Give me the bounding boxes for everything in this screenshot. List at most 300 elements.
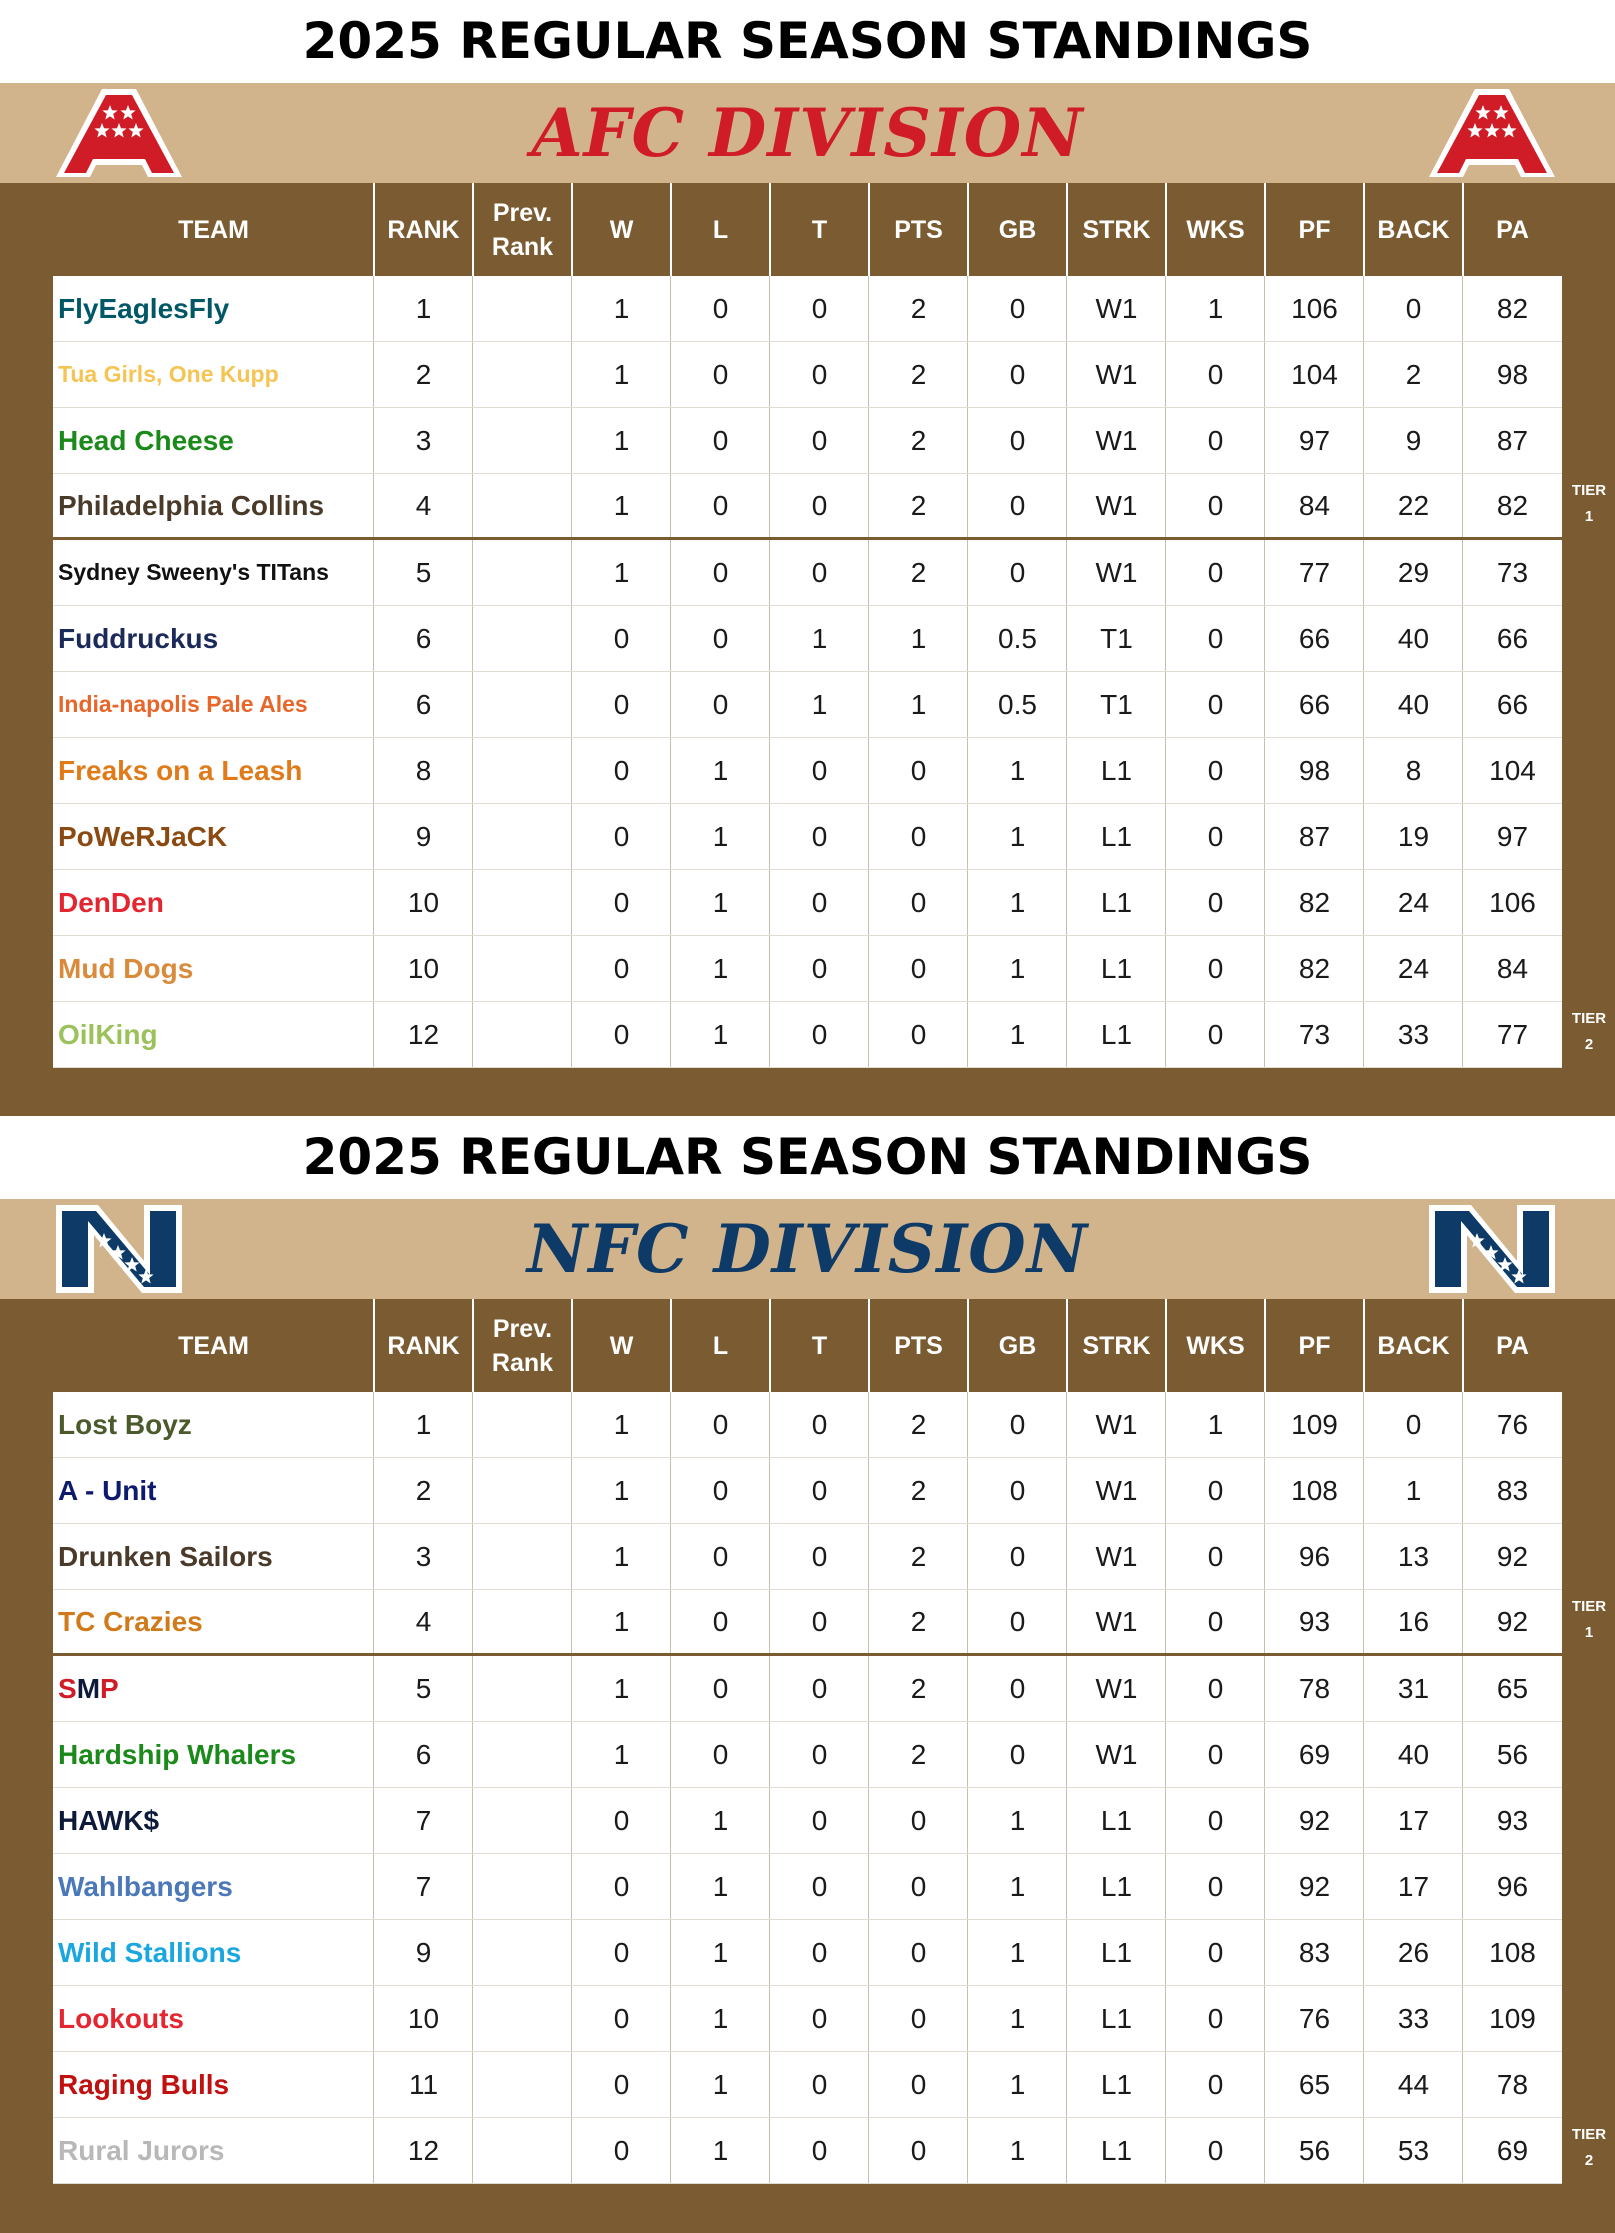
column-divider <box>472 540 473 605</box>
column-divider <box>670 2118 671 2183</box>
column-divider <box>868 672 869 737</box>
column-divider <box>769 738 770 803</box>
afc-standings-section <box>0 0 1615 1116</box>
nfc-standings-section <box>0 1116 1615 2233</box>
cell-points-against: 77 <box>1496 1018 1529 1050</box>
cell-points-for: 66 <box>1298 622 1331 654</box>
column-divider <box>1264 1524 1265 1589</box>
header-divider <box>769 183 771 276</box>
cell-losses: 1 <box>712 1870 729 1902</box>
team-name: Lookouts <box>58 2002 184 2034</box>
cell-ties: 0 <box>811 886 828 918</box>
cell-games-back: 0.5 <box>998 688 1037 720</box>
nfc-standings-table <box>53 1392 1562 2184</box>
column-divider <box>1264 870 1265 935</box>
cell-points: 2 <box>910 1738 927 1770</box>
cell-rank: 8 <box>415 754 432 786</box>
cell-rank: 6 <box>415 688 432 720</box>
cell-losses: 1 <box>712 952 729 984</box>
cell-points-for: 106 <box>1291 292 1338 324</box>
column-divider <box>868 474 869 537</box>
column-divider <box>868 606 869 671</box>
cell-points-against: 66 <box>1496 622 1529 654</box>
header-divider <box>670 183 672 276</box>
cell-games-back: 1 <box>1009 2068 1026 2100</box>
cell-wins: 1 <box>613 1672 630 1704</box>
column-divider <box>967 936 968 1001</box>
column-divider <box>1462 408 1463 473</box>
column-divider <box>1165 408 1166 473</box>
column-divider <box>1363 474 1364 537</box>
cell-losses: 1 <box>712 754 729 786</box>
cell-losses: 1 <box>712 2134 729 2166</box>
cell-ties: 0 <box>811 2068 828 2100</box>
column-divider <box>1462 2052 1463 2117</box>
column-divider <box>472 408 473 473</box>
column-divider <box>670 474 671 537</box>
header-divider <box>373 1299 375 1392</box>
cell-prev-rank <box>473 1656 572 1721</box>
cell-games-back: 1 <box>1009 1870 1026 1902</box>
column-divider <box>1165 1788 1166 1853</box>
cell-prev-rank <box>473 1722 572 1787</box>
team-name: PoWeRJaCK <box>58 820 228 852</box>
column-divider <box>967 1524 968 1589</box>
column-divider <box>373 1002 374 1067</box>
column-divider <box>472 1656 473 1721</box>
column-header-back: BACK <box>1377 1331 1450 1360</box>
cell-losses: 0 <box>712 1605 729 1637</box>
column-divider <box>967 2052 968 2117</box>
column-divider <box>1462 936 1463 1001</box>
cell-wins: 1 <box>613 292 630 324</box>
column-divider <box>373 1722 374 1787</box>
cell-prev-rank <box>473 2118 572 2183</box>
cell-points-for: 93 <box>1298 1605 1331 1637</box>
column-divider <box>373 1920 374 1985</box>
cell-streak: W1 <box>1095 1738 1138 1770</box>
cell-weeks: 0 <box>1207 1474 1224 1506</box>
column-divider <box>1462 1656 1463 1721</box>
header-divider <box>1264 183 1266 276</box>
column-divider <box>868 738 869 803</box>
cell-prev-rank <box>473 276 572 341</box>
cell-points-for: 56 <box>1298 2134 1331 2166</box>
column-divider <box>967 474 968 537</box>
column-header-losses: L <box>712 1331 729 1360</box>
cell-losses: 0 <box>712 622 729 654</box>
cell-games-back: 1 <box>1009 2134 1026 2166</box>
afc-banner <box>0 83 1615 183</box>
column-divider <box>670 408 671 473</box>
header-divider <box>1363 1299 1365 1392</box>
cell-back: 22 <box>1397 489 1430 521</box>
column-divider <box>472 1986 473 2051</box>
header-divider <box>967 1299 969 1392</box>
team-name: Head Cheese <box>58 424 234 456</box>
column-divider <box>571 804 572 869</box>
cell-weeks: 0 <box>1207 820 1224 852</box>
cell-prev-rank <box>473 2052 572 2117</box>
cell-games-back: 0 <box>1009 556 1026 588</box>
column-divider <box>1165 738 1166 803</box>
column-divider <box>1462 804 1463 869</box>
column-divider <box>1363 276 1364 341</box>
column-divider <box>868 1458 869 1523</box>
cell-ties: 1 <box>811 688 828 720</box>
cell-games-back: 1 <box>1009 1936 1026 1968</box>
cell-wins: 0 <box>613 2068 630 2100</box>
column-divider <box>1264 1854 1265 1919</box>
cell-losses: 1 <box>712 1804 729 1836</box>
column-divider <box>670 1788 671 1853</box>
column-divider <box>571 1788 572 1853</box>
afc-tier-2-label: TIER 2 <box>1571 1010 1607 1053</box>
column-divider <box>670 2052 671 2117</box>
header-divider <box>1165 1299 1167 1392</box>
column-divider <box>670 1002 671 1067</box>
cell-streak: W1 <box>1095 1605 1138 1637</box>
column-divider <box>967 738 968 803</box>
cell-points-against: 82 <box>1496 489 1529 521</box>
cell-losses: 1 <box>712 820 729 852</box>
table-row <box>53 1590 1562 1656</box>
column-divider <box>670 1920 671 1985</box>
column-divider <box>1066 606 1067 671</box>
cell-wins: 1 <box>613 1605 630 1637</box>
cell-wins: 0 <box>613 886 630 918</box>
column-divider <box>1264 1590 1265 1653</box>
column-divider <box>1462 1392 1463 1457</box>
column-divider <box>1363 804 1364 869</box>
nfc-page-title: 2025 REGULAR SEASON STANDINGS <box>0 1116 1615 1199</box>
column-divider <box>1165 1458 1166 1523</box>
column-divider <box>769 1920 770 1985</box>
cell-streak: L1 <box>1100 952 1133 984</box>
cell-points-for: 104 <box>1291 358 1338 390</box>
cell-weeks: 0 <box>1207 556 1224 588</box>
column-divider <box>967 1986 968 2051</box>
cell-back: 17 <box>1397 1804 1430 1836</box>
cell-points-for: 82 <box>1298 886 1331 918</box>
team-name: S M P <box>58 1672 119 1704</box>
cell-points-against: 73 <box>1496 556 1529 588</box>
table-row <box>53 870 1562 936</box>
cell-prev-rank <box>473 1854 572 1919</box>
column-divider <box>571 1524 572 1589</box>
afc-logo-right-icon <box>1425 85 1559 181</box>
cell-games-back: 0 <box>1009 1540 1026 1572</box>
cell-points-for: 109 <box>1291 1408 1338 1440</box>
column-divider <box>1066 408 1067 473</box>
cell-wins: 0 <box>613 1870 630 1902</box>
cell-points-against: 87 <box>1496 424 1529 456</box>
cell-points: 0 <box>910 1018 927 1050</box>
cell-ties: 0 <box>811 1672 828 1704</box>
column-divider <box>571 2052 572 2117</box>
column-divider <box>472 936 473 1001</box>
cell-points: 0 <box>910 886 927 918</box>
column-divider <box>1363 540 1364 605</box>
cell-rank: 10 <box>407 952 440 984</box>
column-header-points-for: PF <box>1298 1331 1331 1360</box>
cell-points-against: 65 <box>1496 1672 1529 1704</box>
team-name: Fuddruckus <box>58 622 219 654</box>
cell-points: 0 <box>910 2068 927 2100</box>
cell-ties: 0 <box>811 1540 828 1572</box>
column-divider <box>868 1722 869 1787</box>
header-divider <box>373 183 375 276</box>
column-divider <box>1264 1458 1265 1523</box>
cell-losses: 0 <box>712 688 729 720</box>
cell-ties: 0 <box>811 2002 828 2034</box>
column-divider <box>1363 606 1364 671</box>
column-divider <box>1363 870 1364 935</box>
column-divider <box>472 474 473 537</box>
cell-wins: 0 <box>613 2134 630 2166</box>
column-divider <box>571 1458 572 1523</box>
cell-weeks: 0 <box>1207 1672 1224 1704</box>
column-divider <box>1363 936 1364 1001</box>
column-divider <box>1165 1590 1166 1653</box>
table-row <box>53 2118 1562 2184</box>
column-divider <box>571 540 572 605</box>
column-divider <box>868 1986 869 2051</box>
column-divider <box>1264 1392 1265 1457</box>
cell-weeks: 0 <box>1207 1936 1224 1968</box>
cell-points-against: 56 <box>1496 1738 1529 1770</box>
column-divider <box>769 1590 770 1653</box>
cell-points-for: 92 <box>1298 1870 1331 1902</box>
column-divider <box>1363 1392 1364 1457</box>
cell-streak: W1 <box>1095 1408 1138 1440</box>
column-divider <box>967 276 968 341</box>
column-divider <box>472 1002 473 1067</box>
column-divider <box>967 606 968 671</box>
column-divider <box>1165 672 1166 737</box>
column-divider <box>868 1920 869 1985</box>
column-divider <box>373 1458 374 1523</box>
column-divider <box>1363 342 1364 407</box>
column-header-streak: STRK <box>1082 1331 1151 1360</box>
cell-streak: W1 <box>1095 424 1138 456</box>
cell-rank: 9 <box>415 1936 432 1968</box>
column-divider <box>373 870 374 935</box>
column-divider <box>967 1854 968 1919</box>
column-divider <box>373 276 374 341</box>
cell-points: 2 <box>910 1605 927 1637</box>
cell-rank: 6 <box>415 622 432 654</box>
column-divider <box>670 1524 671 1589</box>
cell-prev-rank <box>473 870 572 935</box>
cell-streak: L1 <box>1100 886 1133 918</box>
column-divider <box>1363 1458 1364 1523</box>
cell-points-against: 104 <box>1489 754 1536 786</box>
cell-back: 29 <box>1397 556 1430 588</box>
cell-points: 2 <box>910 489 927 521</box>
cell-weeks: 1 <box>1207 292 1224 324</box>
column-divider <box>1462 1986 1463 2051</box>
column-divider <box>769 1722 770 1787</box>
cell-games-back: 0 <box>1009 1738 1026 1770</box>
cell-ties: 0 <box>811 1870 828 1902</box>
team-name: India-napolis Pale Ales <box>58 691 308 717</box>
cell-points-for: 92 <box>1298 1804 1331 1836</box>
cell-wins: 1 <box>613 424 630 456</box>
nfc-tier-2-label: TIER 2 <box>1571 2126 1607 2169</box>
column-header-team: TEAM <box>178 1331 249 1360</box>
cell-ties: 0 <box>811 1018 828 1050</box>
column-divider <box>967 672 968 737</box>
cell-prev-rank <box>473 804 572 869</box>
column-divider <box>1363 1854 1364 1919</box>
column-divider <box>1066 2118 1067 2183</box>
column-divider <box>1066 1590 1067 1653</box>
cell-points-against: 93 <box>1496 1804 1529 1836</box>
column-divider <box>670 1854 671 1919</box>
column-divider <box>373 936 374 1001</box>
cell-streak: W1 <box>1095 358 1138 390</box>
column-divider <box>373 474 374 537</box>
cell-games-back: 0 <box>1009 1408 1026 1440</box>
column-divider <box>1462 1920 1463 1985</box>
table-row <box>53 1524 1562 1590</box>
column-divider <box>967 540 968 605</box>
cell-prev-rank <box>473 1920 572 1985</box>
cell-ties: 0 <box>811 358 828 390</box>
team-name: Lost Boyz <box>58 1408 192 1440</box>
column-divider <box>373 738 374 803</box>
team-name: Wahlbangers <box>58 1870 233 1902</box>
column-divider <box>1165 474 1166 537</box>
column-divider <box>868 1590 869 1653</box>
cell-back: 9 <box>1405 424 1422 456</box>
cell-rank: 7 <box>415 1870 432 1902</box>
cell-rank: 7 <box>415 1804 432 1836</box>
team-name: Hardship Whalers <box>58 1738 297 1770</box>
cell-back: 19 <box>1397 820 1430 852</box>
column-divider <box>868 1002 869 1067</box>
cell-rank: 6 <box>415 1738 432 1770</box>
column-divider <box>1165 1722 1166 1787</box>
column-header-points-against: PA <box>1496 215 1529 244</box>
cell-losses: 0 <box>712 489 729 521</box>
column-header-losses: L <box>712 215 729 244</box>
cell-back: 40 <box>1397 1738 1430 1770</box>
column-divider <box>571 1854 572 1919</box>
column-divider <box>472 1854 473 1919</box>
column-divider <box>1066 1920 1067 1985</box>
cell-rank: 12 <box>407 2134 440 2166</box>
cell-back: 40 <box>1397 622 1430 654</box>
cell-points: 0 <box>910 2002 927 2034</box>
cell-back: 17 <box>1397 1870 1430 1902</box>
column-divider <box>1165 1392 1166 1457</box>
cell-weeks: 0 <box>1207 952 1224 984</box>
cell-points: 2 <box>910 292 927 324</box>
team-name: Wild Stallions <box>58 1936 242 1968</box>
cell-points-against: 83 <box>1496 1474 1529 1506</box>
cell-ties: 0 <box>811 489 828 521</box>
column-divider <box>868 1392 869 1457</box>
cell-points: 0 <box>910 952 927 984</box>
column-divider <box>1264 2118 1265 2183</box>
cell-points-for: 65 <box>1298 2068 1331 2100</box>
column-divider <box>571 474 572 537</box>
column-divider <box>571 1986 572 2051</box>
cell-points-for: 69 <box>1298 1738 1331 1770</box>
column-divider <box>1066 804 1067 869</box>
cell-ties: 0 <box>811 754 828 786</box>
cell-back: 8 <box>1405 754 1422 786</box>
column-divider <box>373 672 374 737</box>
column-divider <box>472 672 473 737</box>
column-divider <box>967 804 968 869</box>
cell-streak: W1 <box>1095 489 1138 521</box>
header-divider <box>769 1299 771 1392</box>
column-divider <box>769 474 770 537</box>
cell-ties: 0 <box>811 1936 828 1968</box>
column-divider <box>967 1392 968 1457</box>
column-header-prev-rank: Prev. Rank <box>491 1314 554 1377</box>
column-header-wins: W <box>609 1331 634 1360</box>
cell-games-back: 0 <box>1009 1605 1026 1637</box>
table-row <box>53 276 1562 342</box>
table-row <box>53 1722 1562 1788</box>
cell-ties: 0 <box>811 424 828 456</box>
cell-points-for: 66 <box>1298 688 1331 720</box>
team-name: TC Crazies <box>58 1605 203 1637</box>
cell-points-against: 97 <box>1496 820 1529 852</box>
cell-weeks: 0 <box>1207 1540 1224 1572</box>
cell-prev-rank <box>473 1788 572 1853</box>
cell-back: 44 <box>1397 2068 1430 2100</box>
cell-streak: W1 <box>1095 556 1138 588</box>
column-divider <box>670 276 671 341</box>
column-divider <box>769 2118 770 2183</box>
cell-rank: 3 <box>415 424 432 456</box>
column-divider <box>1066 540 1067 605</box>
column-divider <box>472 1788 473 1853</box>
team-name: HAWK$ <box>58 1804 160 1836</box>
cell-weeks: 0 <box>1207 1018 1224 1050</box>
column-divider <box>670 606 671 671</box>
table-row <box>53 1854 1562 1920</box>
column-divider <box>571 1656 572 1721</box>
cell-weeks: 0 <box>1207 2002 1224 2034</box>
cell-losses: 1 <box>712 1936 729 1968</box>
column-divider <box>769 2052 770 2117</box>
cell-streak: L1 <box>1100 754 1133 786</box>
column-header-rank: RANK <box>387 215 460 244</box>
column-divider <box>868 1656 869 1721</box>
cell-weeks: 0 <box>1207 1870 1224 1902</box>
column-divider <box>1462 1002 1463 1067</box>
cell-wins: 0 <box>613 820 630 852</box>
column-divider <box>868 1788 869 1853</box>
cell-wins: 1 <box>613 1540 630 1572</box>
column-divider <box>1462 1524 1463 1589</box>
cell-weeks: 0 <box>1207 688 1224 720</box>
column-divider <box>769 540 770 605</box>
column-divider <box>769 1392 770 1457</box>
cell-points-against: 98 <box>1496 358 1529 390</box>
header-divider <box>1462 183 1464 276</box>
cell-streak: L1 <box>1100 2002 1133 2034</box>
column-divider <box>373 1590 374 1653</box>
cell-losses: 0 <box>712 424 729 456</box>
column-divider <box>967 2118 968 2183</box>
